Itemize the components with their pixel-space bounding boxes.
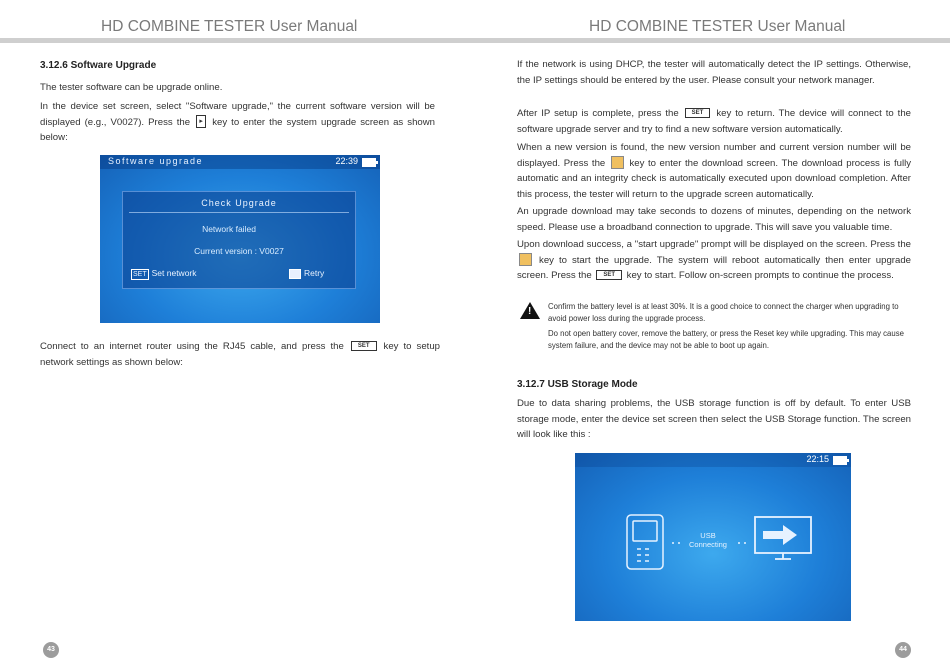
upgrade-key-icon	[519, 253, 532, 266]
battery-icon	[362, 158, 376, 167]
section-heading-usb-storage: 3.12.7 USB Storage Mode	[517, 379, 638, 390]
header-bar	[475, 38, 950, 43]
right-arrow-key-icon: ▸	[196, 115, 206, 128]
usb-connecting-label: USB Connecting	[689, 531, 727, 549]
paragraph-intro: The tester software can be upgrade online.	[40, 82, 223, 93]
screen-time: 22:39	[335, 156, 358, 166]
arrow-icon	[763, 525, 797, 545]
page-number-right: 44	[895, 642, 911, 658]
current-version: Current version : V0027	[194, 246, 284, 256]
dialog-title: Check Upgrade	[201, 198, 277, 208]
section-heading-software-upgrade: 3.12.6 Software Upgrade	[40, 60, 157, 71]
retry-softkey[interactable]	[289, 268, 324, 279]
set-key-icon: SET	[596, 270, 622, 280]
paragraph-dhcp: If the network is using DHCP, the tester will automatically detect the IP settings. Otherwise, the IP settings should be entered by the user. Please consult your network manager.	[517, 59, 911, 86]
left-header-title: HD COMBINE TESTER User Manual	[95, 18, 363, 36]
dialog-divider	[129, 212, 349, 213]
warning-icon: !	[520, 302, 540, 319]
retry-label: Retry	[304, 268, 325, 278]
set-key-icon: SET	[351, 341, 377, 351]
set-network-softkey[interactable]	[131, 268, 197, 280]
note-do-not-open: Do not open battery cover, remove the battery, or press the Reset key while upgrading. This may cause system failure, and the device may not be able to boot up again.	[548, 329, 904, 350]
paragraph-ip-setup: After IP setup is complete, press the SET key to return. The device will connect to the software upgrade server and try to find a new software version automatically.	[517, 108, 911, 135]
set-key-icon: SET	[133, 271, 147, 278]
paragraph-select-upgrade: In the device set screen, select "Software upgrade," the current software version will be displayed (e.g., V0027). Press the ▸ key to enter the system upgrade screen as shown below:	[40, 101, 436, 143]
software-upgrade-screen	[100, 155, 380, 323]
set-key-icon: SET	[685, 108, 711, 118]
paragraph-usb-storage: Due to data sharing problems, the USB storage function is off by default. To enter USB storage mode, enter the device set screen then select the USB Storage function. The screen will look like this :	[517, 398, 911, 440]
set-network-label: Set network	[151, 268, 197, 278]
usb-connecting-screen	[575, 453, 851, 621]
retry-key-icon	[289, 269, 301, 279]
download-key-icon	[611, 156, 624, 169]
check-upgrade-dialog	[122, 191, 356, 289]
right-header	[475, 16, 950, 42]
right-page	[475, 0, 950, 670]
page-number-left: 43	[43, 642, 59, 658]
left-header	[40, 16, 475, 42]
right-header-title: HD COMBINE TESTER User Manual	[583, 18, 851, 36]
screen-title: Software upgrade	[108, 156, 204, 166]
screen-time: 22:15	[806, 454, 829, 464]
tester-device-icon	[627, 515, 663, 569]
note-battery: Confirm the battery level is at least 30%. It is a good choice to connect the charger when upgrading to avoid power loss during the upgrade process.	[548, 302, 899, 323]
paragraph-start-upgrade: Upon download success, a "start upgrade" prompt will be displayed on the screen. Press the key to start the upgrade. The system will reboot automatically then enter upgrade screen. Press the SET key to start. Follow on-screen prompts to continue the process.	[517, 239, 911, 281]
header-bar	[0, 38, 475, 43]
paragraph-download-time: An upgrade download may take seconds to dozens of minutes, depending on the network speed. Please use a broadband connection to upgrade. This will save you valuable time.	[517, 206, 911, 233]
paragraph-new-version: When a new version is found, the new version number and current version number will be displayed. Press the key to enter the download screen. The download process is fully automatic and an integrity check is automatically executed upon download completion. After this process, the tester will return to the upgrade screen automatically.	[517, 142, 912, 200]
paragraph-connect-router: Connect to an internet router using the RJ45 cable, and press the SET key to setup network settings as shown below:	[40, 341, 440, 368]
network-status: Network failed	[202, 224, 256, 234]
